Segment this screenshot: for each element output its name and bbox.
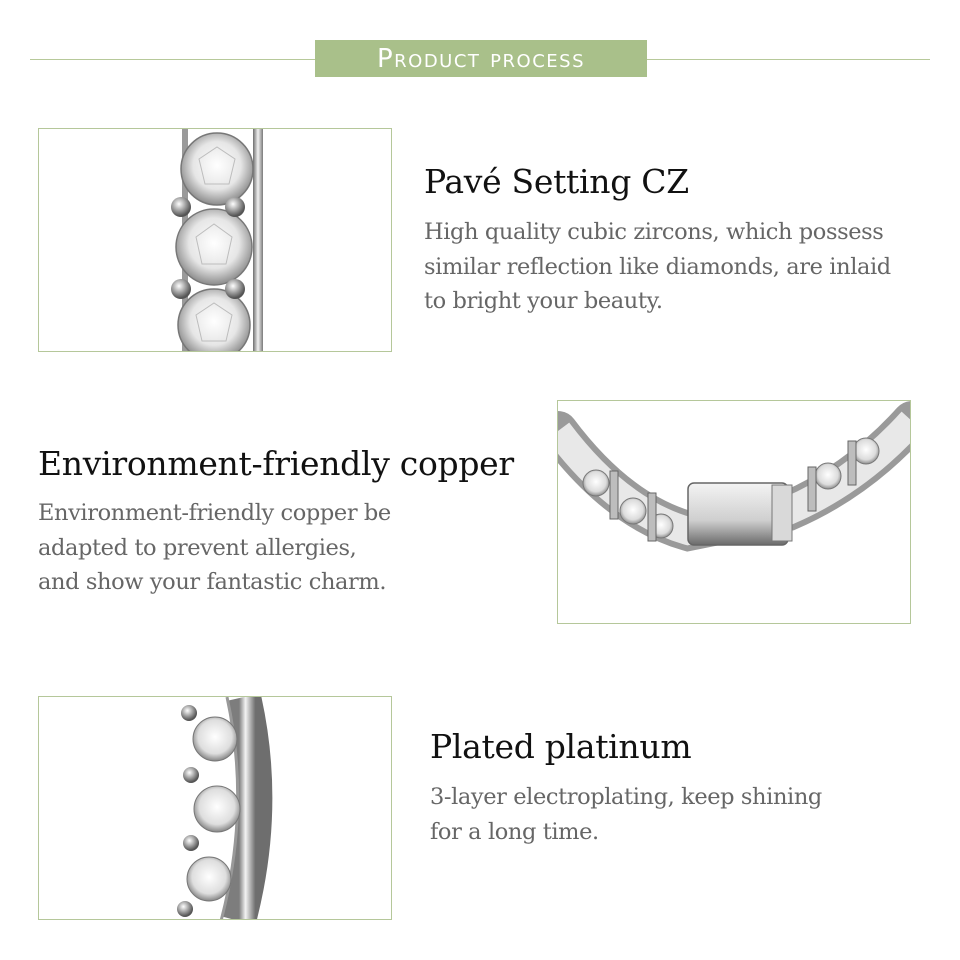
feature-desc-copper — [38, 496, 391, 600]
desc-line: adapted to prevent allergies, — [38, 534, 357, 561]
desc-line: to bright your beauty. — [424, 288, 663, 314]
desc-line: similar reflection like diamonds, are inlaid — [424, 253, 891, 280]
feature-title-platinum: Plated platinum — [430, 727, 692, 766]
desc-line: Environment-friendly copper be — [38, 500, 391, 526]
zircon-ring-image — [38, 128, 392, 352]
feature-title-pave: Pavé Setting CZ — [424, 162, 689, 201]
desc-line: High quality cubic zircons, which possess — [424, 219, 884, 245]
feature-desc-platinum — [430, 780, 822, 849]
header-divider-right — [647, 59, 930, 60]
header-divider-left — [30, 59, 315, 60]
desc-line: for a long time. — [430, 818, 599, 845]
section-banner: Product process — [315, 40, 647, 77]
bracelet-clasp-image — [557, 400, 911, 624]
plated-band-image — [38, 696, 392, 920]
desc-line: 3-layer electroplating, keep shining — [430, 784, 822, 810]
feature-title-copper: Environment-friendly copper — [38, 444, 514, 483]
desc-line: and show your fantastic charm. — [38, 569, 387, 595]
feature-desc-pave — [424, 215, 891, 319]
